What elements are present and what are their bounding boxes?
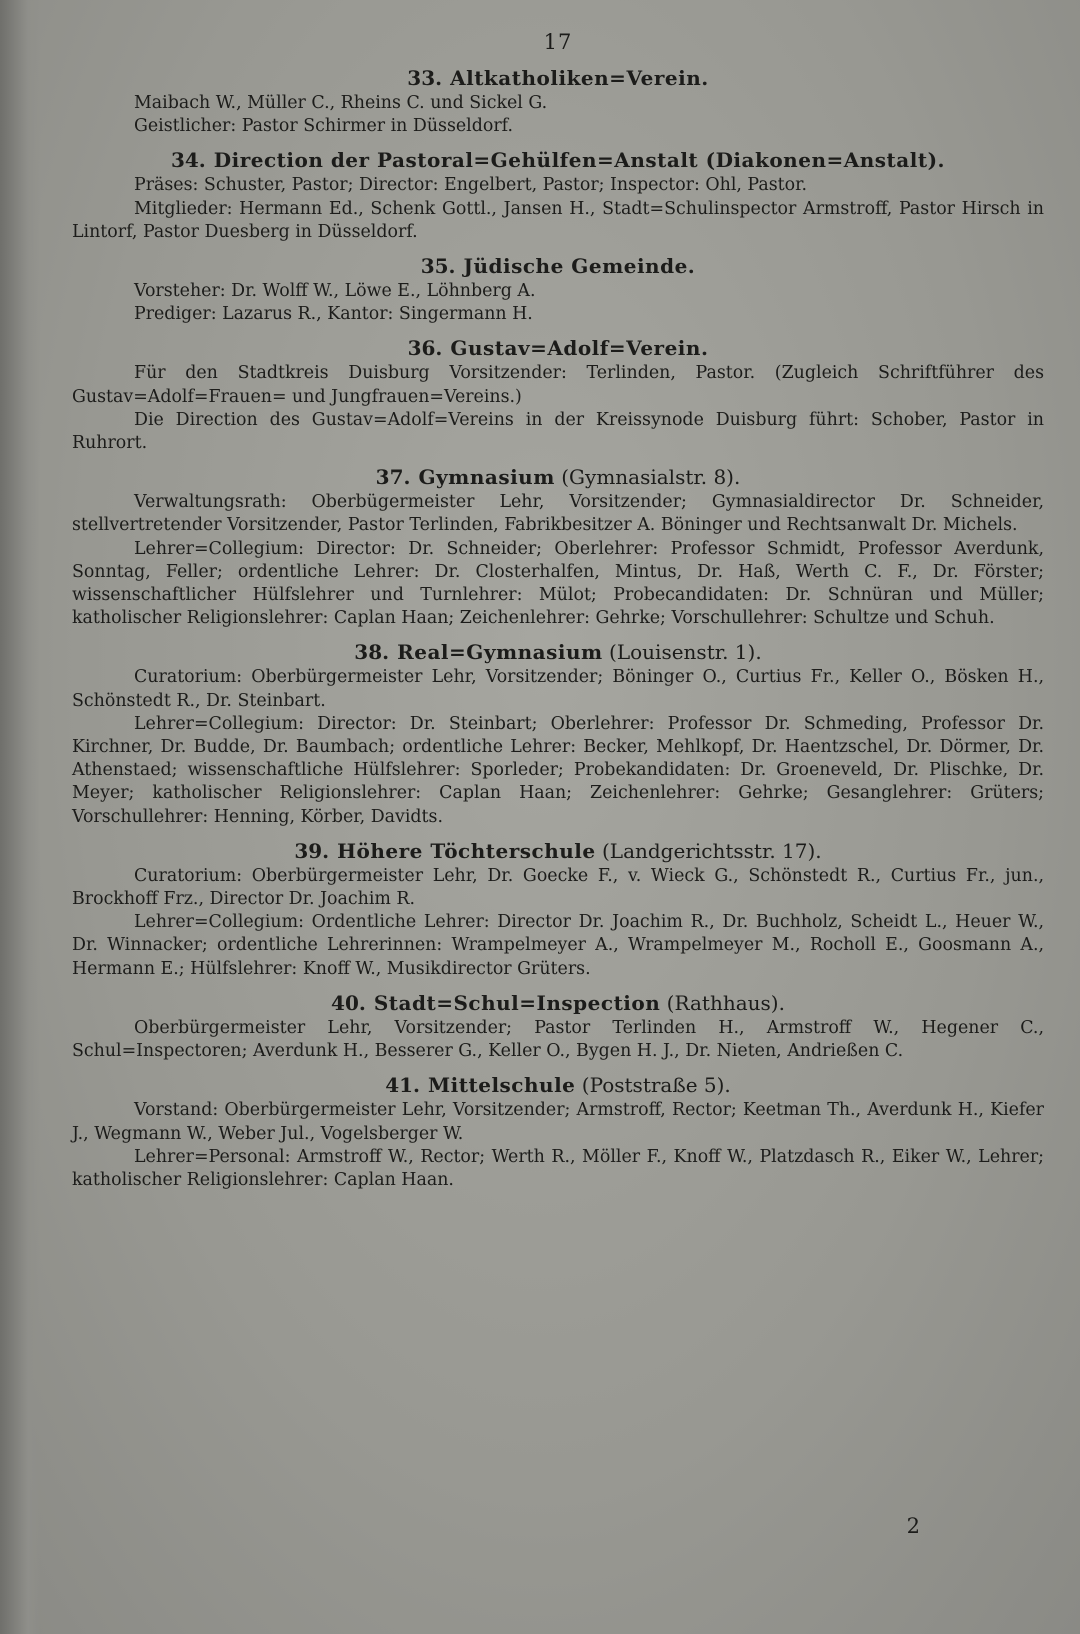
section-paragraph: Oberbürgermeister Lehr, Vorsitzender; Pastor Terlinden H., Armstroff W., Hegener C., Schul=Inspectoren; Averdunk H., Besserer G., Keller O., Bygen H. J., Dr. Nieten, Andrießen C.	[72, 1017, 1044, 1062]
section-title: Gustav=Adolf=Verein.	[450, 336, 709, 361]
section-paragraph: Für den Stadtkreis Duisburg Vorsitzender: Terlinden, Pastor. (Zugleich Schriftführer des Gustav=Adolf=Frauen= und Jungfrauen=Vereins.)	[72, 363, 1044, 407]
section-title: Höhere Töchterschule	[337, 838, 596, 863]
section-paragraph: Curatorium: Oberbürgermeister Lehr, Vorsitzender; Böninger O., Curtius Fr., Keller O., Bösken H., Schönstedt R., Dr. Steinbart.	[72, 667, 1044, 711]
section-address: (Louisenstr. 1).	[609, 640, 762, 665]
signature-mark: 2	[906, 1514, 920, 1538]
section-heading	[72, 1071, 1044, 1099]
sections-container	[72, 64, 1044, 1192]
section-title: Direction der Pastoral=Gehülfen=Anstalt (Diakonen=Anstalt).	[213, 148, 946, 173]
section	[72, 146, 1044, 244]
section	[72, 334, 1044, 455]
section-heading	[72, 334, 1044, 362]
section-title: Stadt=Schul=Inspection	[373, 990, 661, 1015]
section	[72, 1071, 1044, 1192]
section-number: 33.	[407, 66, 443, 90]
section	[72, 837, 1044, 981]
section-title: Jüdische Gemeinde.	[463, 254, 696, 279]
section-number: 35.	[420, 254, 456, 279]
section	[72, 989, 1044, 1063]
section	[72, 638, 1044, 828]
book-spine-shadow	[0, 0, 40, 1634]
section-title: Gymnasium	[418, 465, 555, 490]
section-paragraph: Prediger: Lazarus R., Kantor: Singermann H.	[134, 304, 533, 325]
section-heading	[72, 146, 1044, 174]
section	[72, 463, 1044, 630]
section-number: 34.	[170, 148, 206, 173]
section-heading	[72, 989, 1044, 1017]
section	[72, 64, 1044, 138]
section-paragraph: Mitglieder: Hermann Ed., Schenk Gottl., Jansen H., Stadt=Schulinspector Armstroff, Pastor Hirsch in Lintorf, Pastor Duesberg in Düsseldorf.	[72, 198, 1044, 242]
section-heading	[72, 638, 1044, 666]
section-number: 37.	[375, 465, 411, 490]
section-title: Mittelschule	[428, 1073, 576, 1098]
section-number: 40.	[331, 990, 366, 1015]
section-paragraph: Lehrer=Personal: Armstroff W., Rector; Werth R., Möller F., Knoff W., Platzdasch R., Eiker W., Lehrer; katholischer Religionslehrer: Caplan Haan.	[72, 1146, 1044, 1190]
section-paragraph: Maibach W., Müller C., Rheins C. und Sickel G.	[134, 93, 548, 113]
section-heading	[72, 252, 1044, 280]
section-heading	[72, 463, 1044, 491]
section-heading	[72, 837, 1044, 865]
section-title: Real=Gymnasium	[397, 640, 603, 665]
section-number: 41.	[385, 1073, 421, 1098]
section-address: (Gymnasialstr. 8).	[561, 465, 741, 490]
page-number: 17	[543, 30, 573, 54]
section-number: 39.	[294, 838, 330, 863]
section-address: (Rathhaus).	[666, 990, 785, 1015]
section-paragraph: Curatorium: Oberbürgermeister Lehr, Dr. Goecke F., v. Wieck G., Schönstedt R., Curtius Fr., jun., Brockhoff Frz., Director Dr. Joachim R.	[72, 865, 1044, 910]
section-paragraph: Vorsteher: Dr. Wolff W., Löwe E., Löhnberg A.	[134, 281, 536, 302]
section-paragraph: Lehrer=Collegium: Director: Dr. Steinbart; Oberlehrer: Professor Dr. Schmeding, Professor Dr. Kirchner, Dr. Budde, Dr. Baumbach; ordentliche Lehrer: Becker, Mehlkopf, Dr. Haentzschel, Dr. Dörmer, Dr. Athenstaed; wissenschaftliche Hülfslehrer: Sporleder; Probekandidaten: Dr. Groeneveld, Dr. Plischke, Dr. Meyer; katholischer Religionslehrer: Caplan Haan; Zeichenlehrer: Gehrke; Gesanglehrer: Grüters; Vorschullehrer: Henning, Körber, Davidts.	[72, 713, 1044, 827]
section-paragraph: Die Direction des Gustav=Adolf=Vereins in der Kreissynode Duisburg führt: Schober, Pastor in Ruhrort.	[72, 409, 1044, 454]
section-paragraph: Geistlicher: Pastor Schirmer in Düsseldorf.	[134, 116, 513, 137]
section-paragraph: Vorstand: Oberbürgermeister Lehr, Vorsitzender; Armstroff, Rector; Keetman Th., Averdunk H., Kiefer J., Wegmann W., Weber Jul., Vogelsberger W.	[72, 1100, 1044, 1144]
section-heading	[72, 64, 1044, 92]
section-paragraph: Lehrer=Collegium: Ordentliche Lehrer: Director Dr. Joachim R., Dr. Buchholz, Scheidt L., Heuer W., Dr. Winnacker; ordentliche Lehrerinnen: Wrampelmeyer A., Wrampelmeyer M., Rocholl E., Goosmann A., Hermann E.; Hülfslehrer: Knoff W., Musikdirector Grüters.	[72, 912, 1044, 979]
section	[72, 252, 1044, 326]
section-address: (Poststraße 5).	[581, 1073, 731, 1098]
section-number: 36.	[407, 336, 443, 361]
section-number: 38.	[354, 640, 390, 665]
section-paragraph: Präses: Schuster, Pastor; Director: Engelbert, Pastor; Inspector: Ohl, Pastor.	[134, 175, 808, 196]
section-title: Altkatholiken=Verein.	[450, 66, 709, 90]
section-paragraph: Lehrer=Collegium: Director: Dr. Schneider; Oberlehrer: Professor Schmidt, Professor Averdunk, Sonntag, Feller; ordentliche Lehrer: Dr. Closterhalfen, Mintus, Dr. Haß, Werth C. F., Dr. Förster; wissenschaftlicher Hülfslehrer und Turnlehrer: Mülot; Probecandidaten: Dr. Schnüran und Müller; katholischer Religionslehrer: Caplan Haan; Zeichenlehrer: Gehrke; Vorschullehrer: Schultze und Schuh.	[72, 538, 1044, 629]
section-address: (Landgerichtsstr. 17).	[601, 838, 822, 863]
section-paragraph: Verwaltungsrath: Oberbügermeister Lehr, Vorsitzender; Gymnasialdirector Dr. Schneider, stellvertretender Vorsitzender, Pastor Terlinden, Fabrikbesitzer A. Böninger und Rechtsanwalt Dr. Michels.	[72, 492, 1044, 536]
